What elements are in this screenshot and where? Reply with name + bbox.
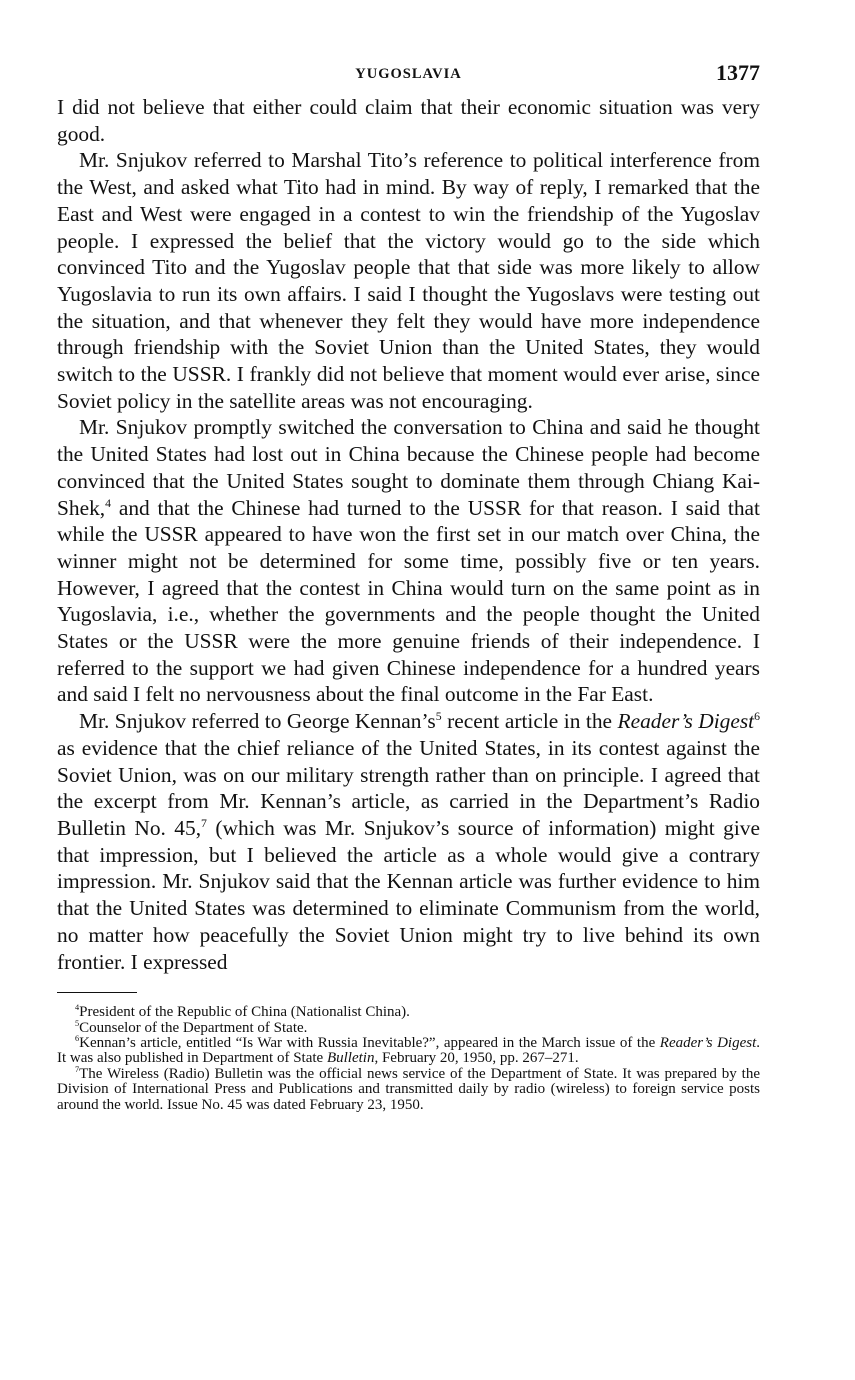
paragraph-kennan-text-d: (which was Mr. Snjukov’s source of information) might give that impression, but I believed the article as a whole would give a contrary impression. Mr. Snjukov said that the Kennan article was further evidence to him that the United States was determined to eliminate Communism from the world, no matter how peacefully the Soviet Union might try to live behind its own frontier. I expressed xyxy=(57,815,760,974)
paragraph-kennan-text-b: recent article in the xyxy=(441,709,618,734)
footnote-number: 4 xyxy=(75,1003,80,1013)
publication-title: Reader’s Digest xyxy=(617,709,755,734)
footnote-number: 5 xyxy=(75,1018,80,1028)
paragraph-kennan-text-a: Mr. Snjukov referred to George Kennan’s xyxy=(79,709,436,734)
footnote-6 xyxy=(57,1036,760,1067)
paragraph-china-text-a: Mr. Snjukov promptly switched the conversation to China and said he thought the United States had lost out in China because the Chinese people had become convinced that the United States sought to dominate them through Chiang Kai-Shek, xyxy=(57,415,760,520)
paragraph-kennan-text-c: as evidence that the chief reliance of the United States, in its contest against the Soviet Union, was on our military strength rather than on principle. I agreed that the excerpt from Mr. Kennan’s article, as carried in the Department’s Radio Bulletin No. 45, xyxy=(57,735,760,840)
footnote-7 xyxy=(57,1064,760,1113)
footnote-text: , February 20, 1950, pp. 267–271. xyxy=(374,1050,579,1067)
paragraph-china-text-b: and that the Chinese had turned to the USSR for that reason. I said that while the USSR appeared to have won the first set in our match over China, the winner might not be determined for some time, possibly five or ten years. However, I agreed that the contest in China would turn on the same point as in Yugoslavia, i.e., whether the governments and the people thought the United States or the USSR were the more genuine friends of their independence. I referred to the support we had given Chinese independence for a hundred years and said I felt no nervousness about the final outcome in the Far East. xyxy=(57,495,760,707)
page-number: 1377 xyxy=(716,60,760,85)
paragraph-continuation: I did not believe that either could claim that their economic situation was very good. xyxy=(57,95,760,146)
running-header xyxy=(57,58,760,94)
footnote-5 xyxy=(57,1018,760,1036)
footnote-text: The Wireless (Radio) Bulletin was the official news service of the Department of State. It was prepared by the Division of International Press and Publications and transmitted daily by radio (wireless) to foreign service posts around the world. Issue No. 45 was dated February 23, 1950. xyxy=(57,1065,760,1113)
paragraph-tito-interference: Mr. Snjukov referred to Marshal Tito’s reference to political interference from the West, and asked what Tito had in mind. By way of reply, I remarked that the East and West were engaged in a contest to win the friendship of the Yugoslav people. I expressed the belief that the victory would go to the side which convinced Tito and the Yugoslav people that that side was more likely to allow Yugoslavia to run its own affairs. I said I thought the Yugoslavs were testing out the situation, and that whenever they felt they would have more independence through friendship with the Soviet Union than the United States, they would switch to the USSR. I frankly did not believe that moment would ever arise, since Soviet policy in the satellite areas was not encouraging. xyxy=(57,148,760,413)
paragraph-china xyxy=(57,414,760,708)
footnote-text: Counselor of the Department of State. xyxy=(79,1019,308,1036)
publication-title: Bulletin xyxy=(326,1050,375,1067)
footnote-text: President of the Republic of China (Nationalist China). xyxy=(79,1004,410,1021)
paragraph-kennan xyxy=(57,708,760,975)
document-page xyxy=(57,58,760,1113)
footnote-ref-4: 4 xyxy=(105,496,112,510)
footnote-number: 6 xyxy=(75,1034,80,1044)
footnote-divider xyxy=(57,992,137,993)
footnote-number: 7 xyxy=(75,1064,80,1074)
footnote-text: Kennan’s article, entitled “Is War with Russia Inevitable?”, appeared in the March issue of the xyxy=(79,1035,660,1052)
footnote-ref-7: 7 xyxy=(201,816,207,830)
footnote-4 xyxy=(57,1005,760,1020)
footnote-ref-5: 5 xyxy=(435,710,442,724)
body-text xyxy=(57,94,760,975)
running-title: YUGOSLAVIA xyxy=(355,66,462,82)
publication-title: Reader’s Digest xyxy=(659,1035,757,1052)
footnotes xyxy=(57,1005,760,1113)
footnote-text: . It was also published in Department of State xyxy=(57,1035,761,1067)
footnote-ref-6: 6 xyxy=(754,710,760,724)
